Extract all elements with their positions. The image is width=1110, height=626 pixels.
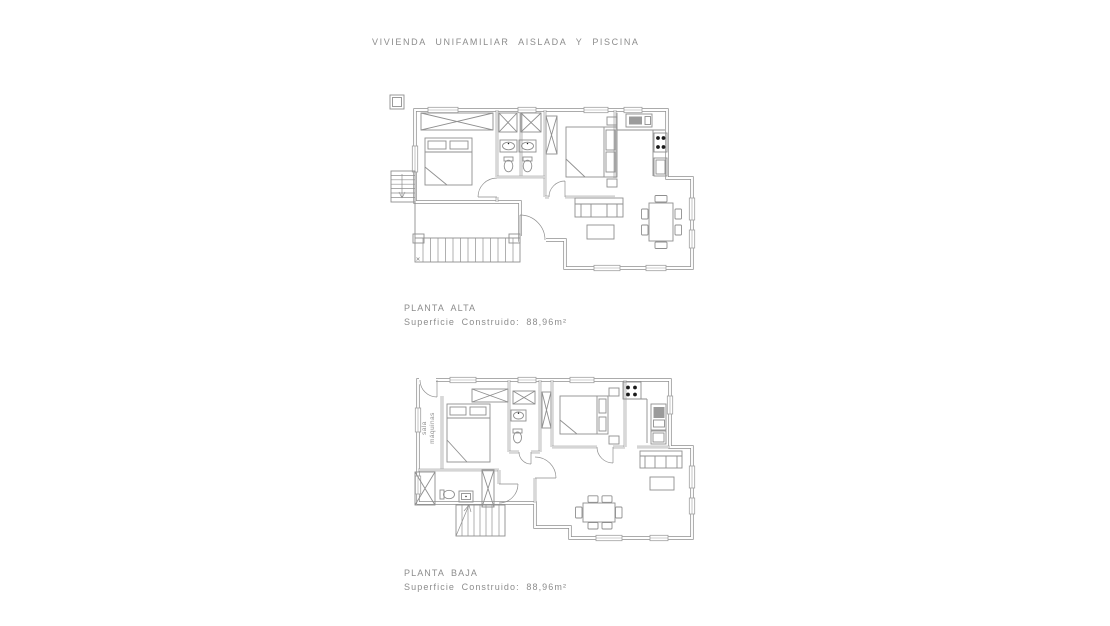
plan-area-line xyxy=(404,580,567,594)
window-symbol xyxy=(412,107,694,270)
washbasin-symbol xyxy=(500,140,536,152)
sofa-symbol xyxy=(640,451,682,468)
bed-symbol xyxy=(447,404,490,462)
plan-area-value: 88,96m² xyxy=(526,317,568,327)
bed-symbol xyxy=(566,117,617,187)
toilet-symbol xyxy=(440,490,455,499)
kitchen-sink-symbol xyxy=(626,114,652,127)
kitchen-sink-symbol xyxy=(651,404,666,430)
kitchen-counter xyxy=(623,399,647,443)
planta-alta-drawing xyxy=(385,88,715,288)
machine-room-label xyxy=(421,412,436,444)
stove-symbol xyxy=(654,133,667,152)
washbasin-symbol xyxy=(511,410,526,421)
plan-area-label: Superficie Construido: xyxy=(404,582,520,592)
exterior-wall-outline xyxy=(415,110,692,268)
bed-symbol xyxy=(425,138,472,185)
planta-baja-caption xyxy=(404,566,567,594)
plan-area-value: 88,96m² xyxy=(526,582,568,592)
bed-symbol xyxy=(560,388,619,444)
machine-room-label-line1: sala xyxy=(421,421,428,435)
washbasin-symbol xyxy=(459,491,473,502)
planta-alta-caption xyxy=(404,301,567,329)
wardrobe-symbol xyxy=(421,113,557,154)
fridge-symbol xyxy=(654,158,667,176)
plan-title: PLANTA BAJA xyxy=(404,568,478,578)
toilet-symbol xyxy=(513,429,522,443)
door-gap xyxy=(519,236,546,244)
interior-wall-outline xyxy=(497,110,615,202)
dining-table-symbol xyxy=(576,496,623,529)
entry-steps-symbol xyxy=(456,505,505,536)
window-symbol xyxy=(415,377,694,540)
plan-title: PLANTA ALTA xyxy=(404,303,477,313)
machine-room-label-line2: máquinas xyxy=(429,412,436,444)
sheet-title: VIVIENDA UNIFAMILIAR AISLADA Y PISCINA xyxy=(372,37,640,47)
fridge-symbol xyxy=(651,431,666,444)
toilet-symbol xyxy=(504,157,532,172)
planta-baja-drawing xyxy=(385,368,715,568)
plan-area-line xyxy=(404,315,567,329)
sofa-symbol xyxy=(575,198,623,217)
dining-table-symbol xyxy=(642,196,682,249)
coffee-table-symbol xyxy=(650,477,674,490)
door-gap xyxy=(419,376,436,385)
terrace-steps-symbol xyxy=(413,202,520,262)
coffee-table-symbol xyxy=(587,225,614,239)
chimney-symbol xyxy=(390,95,404,109)
plan-area-label: Superficie Construido: xyxy=(404,317,520,327)
exterior-stair-symbol xyxy=(391,171,415,202)
